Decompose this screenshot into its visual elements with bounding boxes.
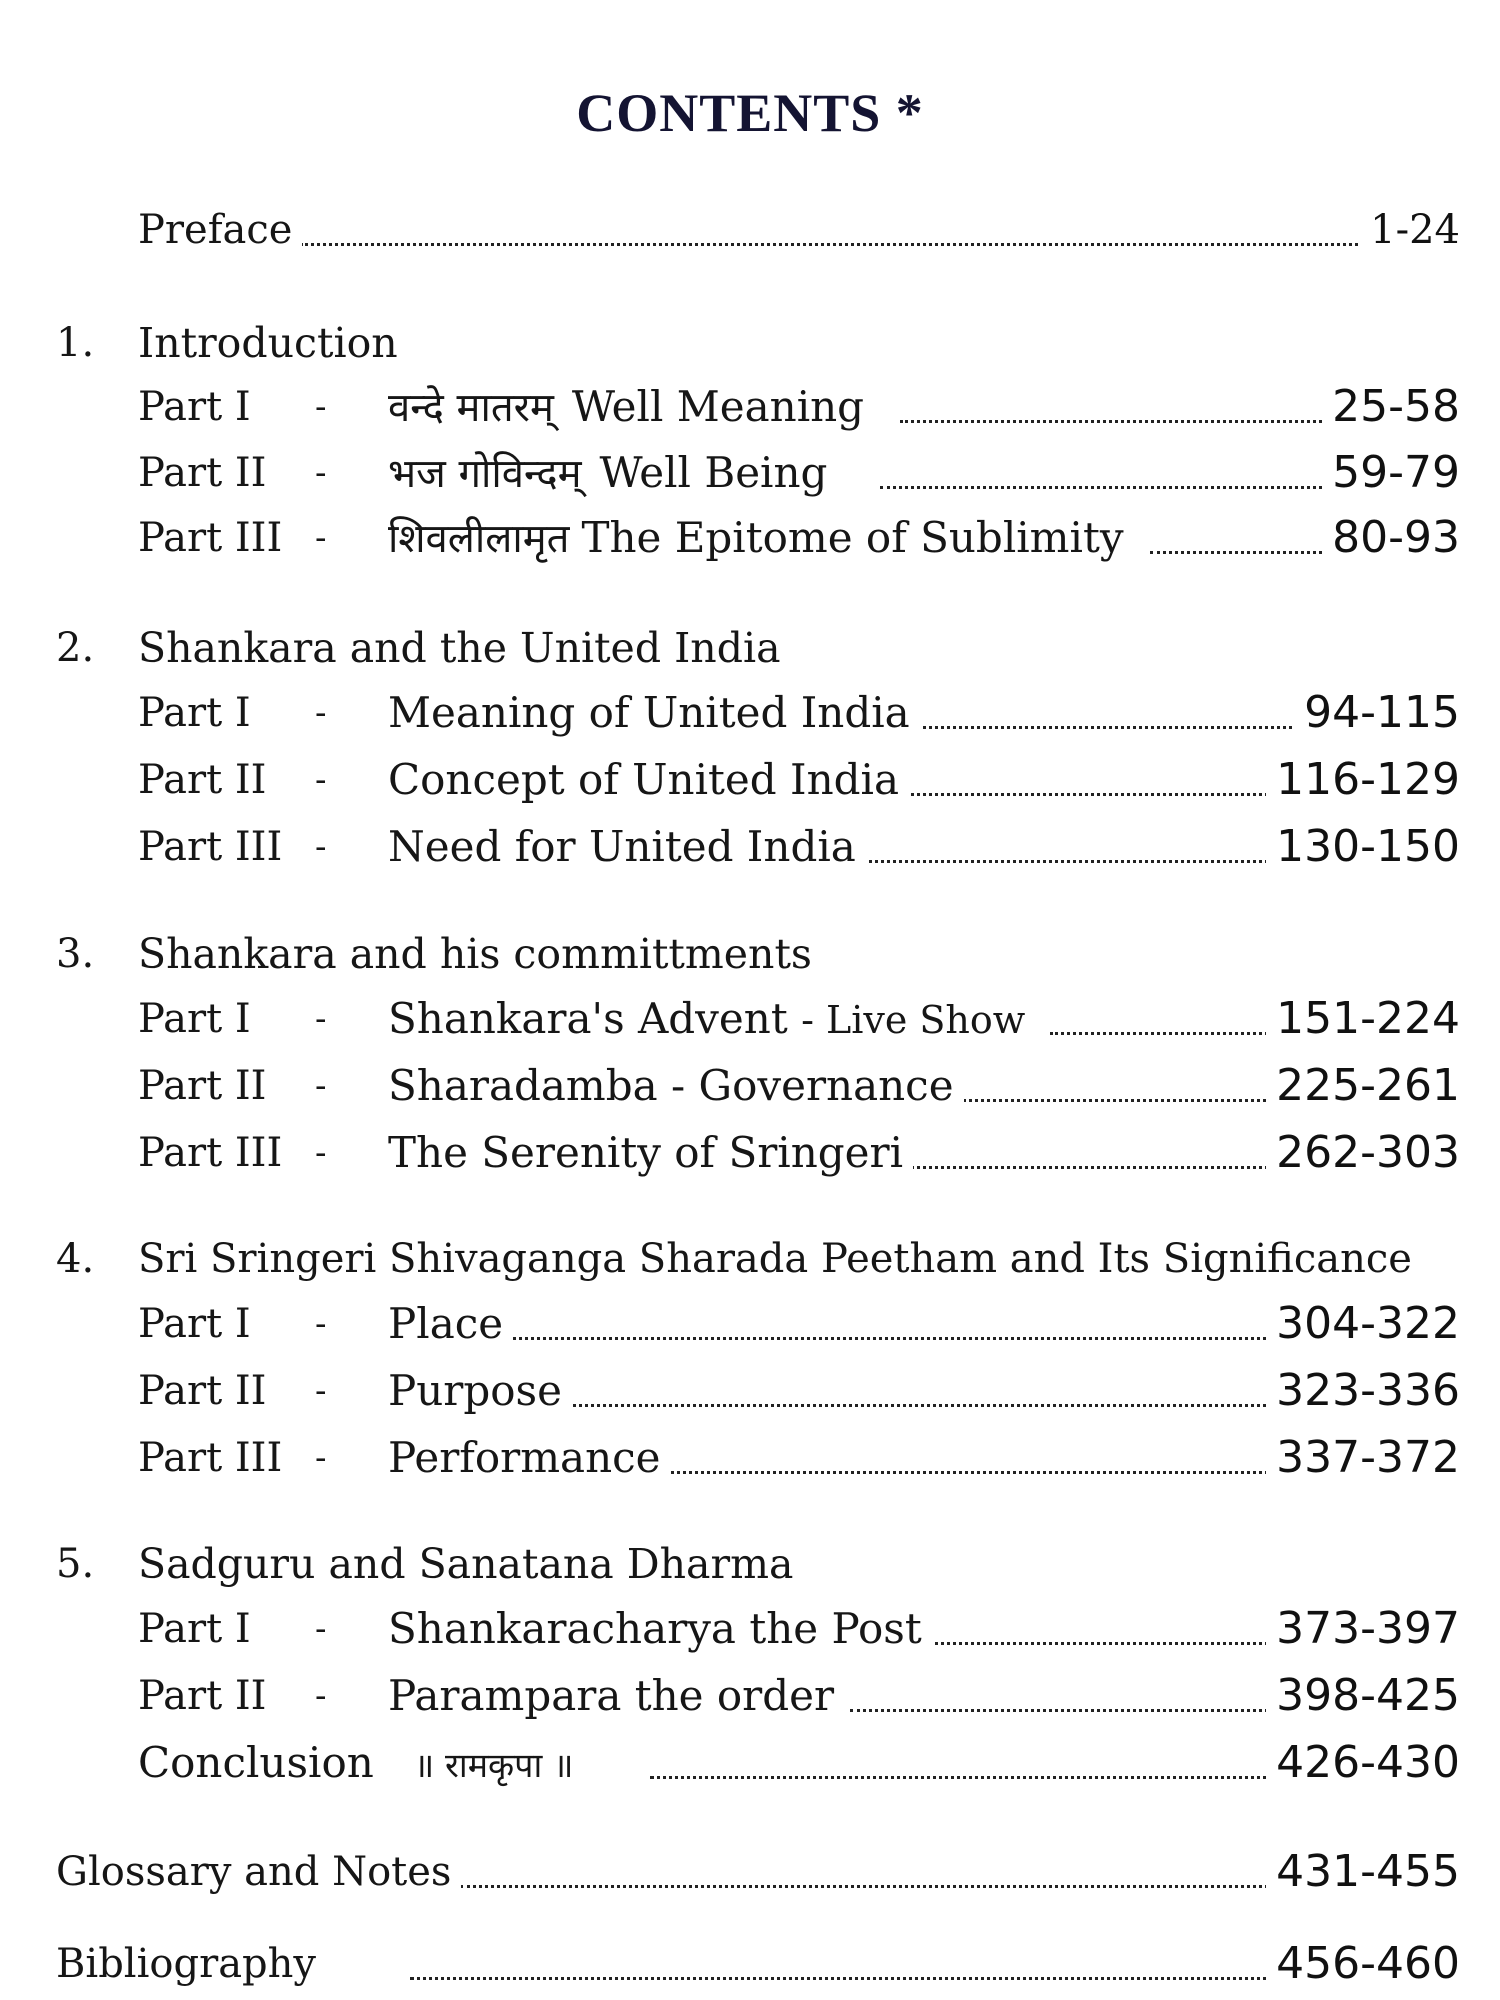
chapter-title: Shankara and his committments [138, 930, 812, 978]
toc-entry[interactable] [0, 1294, 1500, 1354]
chapter-number: 1. [56, 320, 95, 366]
part-label: Part II [138, 1063, 267, 1109]
chapter-heading[interactable] [0, 1534, 1500, 1594]
part-label: Part I [138, 384, 251, 430]
toc-entry[interactable] [0, 377, 1500, 437]
toc-entry[interactable] [0, 817, 1500, 877]
toc-entry-label: The Serenity of Sringeri [388, 1123, 913, 1183]
toc-entry[interactable] [0, 989, 1500, 1049]
toc-entry-label: Preface [138, 200, 302, 260]
toc-page-range: 1-24 [1360, 200, 1460, 260]
separator-dash: - [315, 1371, 327, 1411]
separator-dash: - [315, 1438, 327, 1478]
toc-entry[interactable] [0, 1428, 1500, 1488]
toc-entry-label: Purpose [388, 1361, 572, 1421]
part-label: Part II [138, 757, 267, 803]
part-label: Part III [138, 824, 283, 870]
toc-entry-label: Concept of United India [388, 750, 909, 810]
page-title: CONTENTS * [576, 83, 924, 143]
chapter-heading[interactable] [0, 313, 1500, 373]
toc-page-range: 80-93 [1322, 508, 1460, 568]
separator-dash: - [315, 387, 327, 427]
toc-entry[interactable] [0, 508, 1500, 568]
devanagari-title: वन्दे मातरम् [388, 385, 554, 431]
toc-entry-label: शिवलीलामृत The Epitome of Sublimity [388, 508, 1134, 569]
devanagari-title: शिवलीलामृत [388, 516, 570, 562]
part-label: Part III [138, 515, 283, 561]
toc-page-range: 426-430 [1266, 1733, 1460, 1793]
toc-entry-label: Place [388, 1294, 513, 1354]
part-label: Part II [138, 1368, 267, 1414]
chapter-heading[interactable] [0, 618, 1500, 678]
toc-entry[interactable] [0, 443, 1500, 503]
toc-entry-label: Parampara the order [388, 1666, 844, 1726]
toc-page-range: 323-336 [1266, 1361, 1460, 1421]
toc-entry[interactable] [0, 1666, 1500, 1726]
devanagari-title: भज गोविन्दम् [388, 451, 582, 497]
toc-entry-label: Conclusion ॥ रामकृपा ॥ [138, 1733, 601, 1796]
toc-page-range: 337-372 [1266, 1428, 1460, 1488]
separator-dash: - [315, 1133, 327, 1173]
part-label: Part III [138, 1435, 283, 1481]
toc-page-range: 116-129 [1266, 750, 1460, 810]
separator-dash: - [315, 1304, 327, 1344]
toc-page-range: 431-455 [1266, 1842, 1460, 1902]
chapter-heading[interactable] [0, 924, 1500, 984]
part-label: Part I [138, 1301, 251, 1347]
separator-dash: - [315, 999, 327, 1039]
toc-page-range: 373-397 [1266, 1599, 1460, 1659]
toc-entry-label: भज गोविन्दम् Well Being [388, 443, 837, 504]
toc-page-range: 25-58 [1322, 377, 1460, 437]
toc-entry-label: Shankara's Advent - Live Show [388, 989, 1035, 1050]
toc-entry-bibliography[interactable] [0, 1934, 1500, 1994]
chapter-number: 2. [56, 625, 95, 671]
toc-entry[interactable] [0, 1599, 1500, 1659]
separator-dash: - [315, 453, 327, 493]
toc-entry-preface[interactable] [0, 200, 1500, 260]
toc-entry-label: Sharadamba - Governance [388, 1056, 964, 1116]
toc-entry-label: Need for United India [388, 817, 866, 877]
chapter-title: Sri Sringeri Shivaganga Sharada Peetham and Its Significance [138, 1236, 1412, 1282]
chapter-title: Shankara and the United India [138, 624, 781, 672]
toc-page-range: 59-79 [1322, 443, 1460, 503]
toc-entry-glossary[interactable] [0, 1842, 1500, 1902]
toc-entry-label: Performance [388, 1428, 671, 1488]
part-label: Part I [138, 996, 251, 1042]
toc-page-range: 94-115 [1294, 683, 1460, 743]
toc-entry[interactable] [0, 1056, 1500, 1116]
part-label: Part II [138, 450, 267, 496]
toc-entry-label: Bibliography [56, 1934, 326, 1994]
toc-entry[interactable] [0, 750, 1500, 810]
separator-dash: - [315, 518, 327, 558]
toc-page-range: 398-425 [1266, 1666, 1460, 1726]
toc-entry-label: Glossary and Notes [56, 1842, 461, 1902]
separator-dash: - [315, 760, 327, 800]
part-label: Part III [138, 1130, 283, 1176]
devanagari-title: ॥ रामकृपा ॥ [413, 1746, 574, 1786]
toc-entry-label: वन्दे मातरम् Well Meaning [388, 377, 874, 438]
toc-entry[interactable] [0, 1361, 1500, 1421]
separator-dash: - [315, 1676, 327, 1716]
toc-entry[interactable] [0, 683, 1500, 743]
chapter-number: 5. [56, 1541, 95, 1587]
chapter-title: Sadguru and Sanatana Dharma [138, 1540, 794, 1588]
toc-page-range: 151-224 [1266, 989, 1460, 1049]
part-label: Part I [138, 690, 251, 736]
toc-page-range: 304-322 [1266, 1294, 1460, 1354]
separator-dash: - [315, 1066, 327, 1106]
part-label: Part I [138, 1606, 251, 1652]
dot-leader [300, 243, 1460, 246]
toc-entry-label: Shankaracharya the Post [388, 1599, 932, 1659]
separator-dash: - [315, 693, 327, 733]
separator-dash: - [315, 827, 327, 867]
toc-entry-label: Meaning of United India [388, 683, 920, 743]
chapter-title: Introduction [138, 319, 398, 367]
toc-page-range: 456-460 [1266, 1934, 1460, 1994]
toc-page-range: 225-261 [1266, 1056, 1460, 1116]
toc-entry[interactable] [0, 1123, 1500, 1183]
toc-page-range: 130-150 [1266, 817, 1460, 877]
chapter-heading[interactable] [0, 1229, 1500, 1289]
toc-page-range: 262-303 [1266, 1123, 1460, 1183]
separator-dash: - [315, 1609, 327, 1649]
part-label: Part II [138, 1673, 267, 1719]
toc-entry-conclusion[interactable] [0, 1733, 1500, 1793]
chapter-number: 3. [56, 931, 95, 977]
chapter-number: 4. [56, 1236, 95, 1282]
